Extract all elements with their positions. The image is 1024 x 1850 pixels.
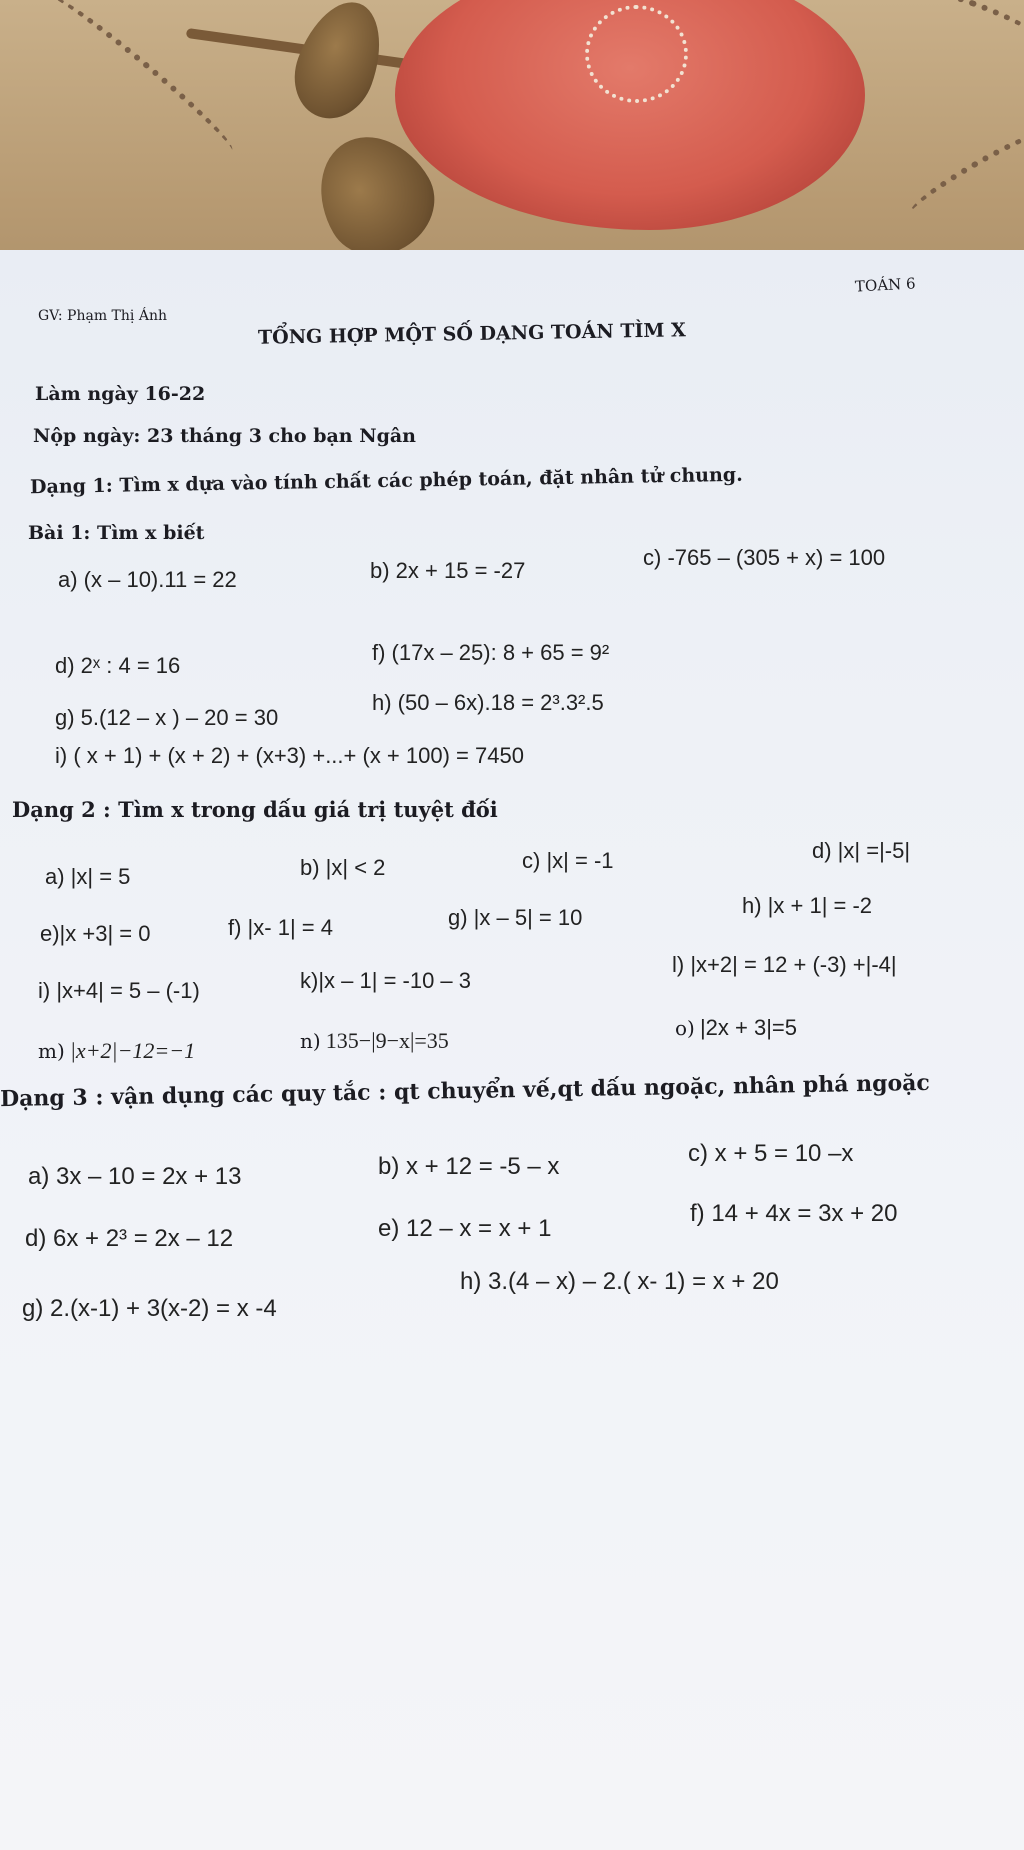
- eq-2d: d) |x| =|-5|: [812, 838, 911, 863]
- subject-label: TOÁN 6: [854, 274, 917, 296]
- eq-2m: [38, 1038, 195, 1064]
- eq-1a: a) (x – 10).11 = 22: [58, 567, 237, 592]
- teacher-name: GV: Phạm Thị Ánh: [38, 308, 167, 324]
- eq-2o-label: o): [675, 1016, 695, 1040]
- eq-3a: a) 3x – 10 = 2x + 13: [28, 1163, 242, 1190]
- eq-2n-expr: 135−|9−x|=35: [325, 1028, 449, 1053]
- work-dates: Làm ngày 16-22: [35, 383, 206, 405]
- dang2-heading: Dạng 2 : Tìm x trong dấu giá trị tuyệt đối: [12, 797, 498, 822]
- eq-3f: f) 14 + 4x = 3x + 20: [690, 1200, 898, 1227]
- eq-2k: k)|x – 1| = -10 – 3: [300, 968, 472, 993]
- eq-2a: a) |x| = 5: [45, 864, 131, 889]
- page-title: TỔNG HỢP MỘT SỐ DẠNG TOÁN TÌM X: [257, 319, 686, 349]
- eq-2h: h) |x + 1| = -2: [742, 893, 873, 918]
- eq-3b: b) x + 12 = -5 – x: [378, 1153, 560, 1180]
- eq-3h: h) 3.(4 – x) – 2.( x- 1) = x + 20: [460, 1268, 779, 1295]
- eq-2n-label: n): [300, 1029, 321, 1053]
- eq-1b: b) 2x + 15 = -27: [370, 558, 526, 583]
- bai1-heading: Bài 1: Tìm x biết: [28, 522, 205, 544]
- eq-2m-label: m): [38, 1039, 65, 1063]
- eq-3e: e) 12 – x = x + 1: [378, 1215, 552, 1242]
- eq-2f: f) |x- 1| = 4: [228, 915, 333, 940]
- eq-1i: i) ( x + 1) + (x + 2) + (x+3) +...+ (x + 100) = 7450: [55, 743, 524, 768]
- dang1-heading: Dạng 1: Tìm x dựa vào tính chất các phép toán, đặt nhân tử chung.: [29, 463, 743, 499]
- eq-1g: g) 5.(12 – x ) – 20 = 30: [55, 705, 279, 730]
- submit-date: Nộp ngày: 23 tháng 3 cho bạn Ngân: [33, 425, 416, 447]
- dang3-heading: Dạng 3 : vận dụng các quy tắc : qt chuyển vế,qt dấu ngoặc, nhân phá ngoặc: [0, 1069, 931, 1113]
- eq-2l: l) |x+2| = 12 + (-3) +|-4|: [672, 952, 897, 977]
- eq-2o: [675, 1015, 797, 1041]
- eq-2i: i) |x+4| = 5 – (-1): [38, 978, 200, 1003]
- eq-2n: [300, 1028, 449, 1054]
- eq-2c: c) |x| = -1: [522, 848, 614, 873]
- eq-2e: e)|x +3| = 0: [40, 921, 151, 946]
- eq-1d: d) 2ˣ : 4 = 16: [55, 653, 181, 678]
- eq-1c: c) -765 – (305 + x) = 100: [643, 545, 886, 570]
- eq-3g: g) 2.(x-1) + 3(x-2) = x -4: [22, 1295, 277, 1322]
- eq-3d: d) 6x + 2³ = 2x – 12: [25, 1225, 234, 1252]
- eq-1f: f) (17x – 25): 8 + 65 = 9²: [372, 640, 610, 665]
- eq-2o-expr: |2x + 3|=5: [699, 1015, 797, 1040]
- eq-1h: h) (50 – 6x).18 = 2³.3².5: [372, 690, 604, 715]
- eq-2m-expr: |x+2|−12=−1: [69, 1038, 196, 1063]
- eq-3c: c) x + 5 = 10 –x: [688, 1140, 854, 1167]
- eq-2g: g) |x – 5| = 10: [448, 905, 583, 930]
- eq-2b: b) |x| < 2: [300, 855, 386, 880]
